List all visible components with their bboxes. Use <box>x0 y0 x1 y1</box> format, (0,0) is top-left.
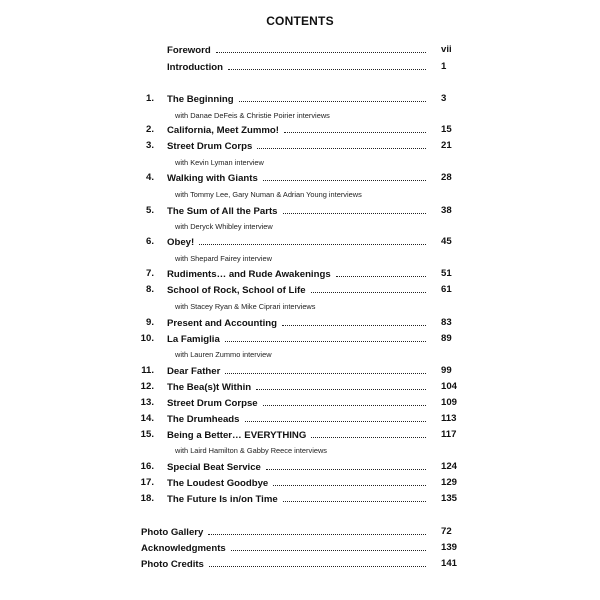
chapter-interviews-note: with Kevin Lyman interview <box>175 158 264 167</box>
chapter-number: 9. <box>145 317 154 328</box>
chapter-number: 15. <box>140 429 154 440</box>
dot-leader <box>266 461 426 470</box>
chapter-page-number: 89 <box>441 333 452 344</box>
chapter-title: Street Drum Corps <box>167 141 253 152</box>
dot-leader <box>311 429 426 438</box>
dot-leader <box>284 124 426 133</box>
chapter-title: Rudiments… and Rude Awakenings <box>167 269 331 280</box>
chapter-page-number: 129 <box>441 477 458 488</box>
chapter-number: 5. <box>145 205 154 216</box>
dot-leader <box>209 558 426 567</box>
chapter-title: Street Drum Corpse <box>167 398 258 409</box>
chapter-interviews-note: with Lauren Zummo interview <box>175 350 272 359</box>
chapter-number: 10. <box>140 333 154 344</box>
chapter-number: 3. <box>145 140 154 151</box>
chapter-page-number: 61 <box>441 284 452 295</box>
dot-leader <box>263 397 426 406</box>
chapter-title: California, Meet Zummo! <box>167 125 279 136</box>
dot-leader <box>245 413 426 422</box>
chapter-page-number: 104 <box>441 381 458 392</box>
chapter-number: 18. <box>140 493 154 504</box>
dot-leader <box>256 381 426 390</box>
chapter-page-number: 109 <box>441 397 458 408</box>
chapter-interviews-note: with Danae DeFeis & Christie Poirier interviews <box>175 111 330 120</box>
toc-chapter-3 <box>0 140 600 154</box>
chapter-interviews-note: with Laird Hamilton & Gabby Reece interviews <box>175 446 327 455</box>
entry-title: Foreword <box>167 45 211 56</box>
chapter-number: 16. <box>140 461 154 472</box>
toc-chapter-12 <box>0 381 600 395</box>
chapter-page-number: 15 <box>441 124 452 135</box>
chapter-number: 14. <box>140 413 154 424</box>
toc-chapter-1 <box>0 93 600 107</box>
toc-chapter-6 <box>0 236 600 250</box>
dot-leader <box>311 284 426 293</box>
dot-leader <box>225 365 426 374</box>
chapter-title: The Future Is in/on Time <box>167 494 278 505</box>
dot-leader <box>336 268 426 277</box>
chapter-number: 6. <box>145 236 154 247</box>
toc-entry-introduction <box>0 61 600 75</box>
chapter-title: Obey! <box>167 237 195 248</box>
chapter-page-number: 113 <box>441 413 457 424</box>
chapter-page-number: 28 <box>441 172 452 183</box>
chapter-title: School of Rock, School of Life <box>167 285 306 296</box>
dot-leader <box>257 140 426 149</box>
entry-page-number: vii <box>441 44 452 55</box>
chapter-page-number: 135 <box>441 493 458 504</box>
chapter-number: 1. <box>145 93 154 104</box>
chapter-page-number: 21 <box>441 140 452 151</box>
page-title: CONTENTS <box>266 14 334 28</box>
chapter-page-number: 45 <box>441 236 452 247</box>
chapter-title: La Famiglia <box>167 334 220 345</box>
chapter-title: The Sum of All the Parts <box>167 206 278 217</box>
dot-leader <box>231 542 426 551</box>
chapter-page-number: 117 <box>441 429 457 440</box>
chapter-title: Dear Father <box>167 366 221 377</box>
toc-entry-foreword <box>0 44 600 58</box>
chapter-page-number: 83 <box>441 317 452 328</box>
chapter-page-number: 38 <box>441 205 452 216</box>
dot-leader <box>283 493 426 502</box>
toc-chapter-9 <box>0 317 600 331</box>
chapter-page-number: 124 <box>441 461 458 472</box>
toc-chapter-11 <box>0 365 600 379</box>
toc-chapter-4 <box>0 172 600 186</box>
entry-title: Acknowledgments <box>141 543 226 554</box>
chapter-interviews-note: with Tommy Lee, Gary Numan & Adrian Young interviews <box>175 190 362 199</box>
chapter-interviews-note: with Shepard Fairey interview <box>175 254 272 263</box>
toc-entry-acknowledgments <box>0 542 600 556</box>
toc-chapter-17 <box>0 477 600 491</box>
entry-page-number: 72 <box>441 526 452 537</box>
chapter-page-number: 51 <box>441 268 452 279</box>
dot-leader <box>263 172 426 181</box>
chapter-number: 12. <box>140 381 154 392</box>
dot-leader <box>239 93 426 102</box>
chapter-title: Walking with Giants <box>167 173 258 184</box>
dot-leader <box>283 205 426 214</box>
chapter-title: Present and Accounting <box>167 318 277 329</box>
dot-leader <box>216 44 426 53</box>
toc-chapter-18 <box>0 493 600 507</box>
chapter-number: 2. <box>145 124 154 135</box>
toc-chapter-8 <box>0 284 600 298</box>
dot-leader <box>199 236 426 245</box>
chapter-number: 17. <box>140 477 154 488</box>
toc-chapter-10 <box>0 333 600 347</box>
chapter-interviews-note: with Stacey Ryan & Mike Ciprari interviews <box>175 302 316 311</box>
chapter-title: The Beginning <box>167 94 234 105</box>
dot-leader <box>282 317 426 326</box>
chapter-page-number: 99 <box>441 365 452 376</box>
chapter-number: 13. <box>140 397 154 408</box>
dot-leader <box>225 333 426 342</box>
dot-leader <box>273 477 426 486</box>
entry-title: Introduction <box>167 62 223 73</box>
chapter-title: The Bea(s)t Within <box>167 382 252 393</box>
chapter-number: 11. <box>141 365 154 376</box>
toc-chapter-7 <box>0 268 600 282</box>
chapter-number: 7. <box>145 268 154 279</box>
entry-page-number: 1 <box>441 61 447 72</box>
chapter-title: The Drumheads <box>167 414 240 425</box>
dot-leader <box>228 61 426 70</box>
toc-entry-photo-credits <box>0 558 600 572</box>
chapter-title: The Loudest Goodbye <box>167 478 269 489</box>
entry-title: Photo Credits <box>141 559 204 570</box>
entry-page-number: 141 <box>441 558 458 569</box>
toc-chapter-15 <box>0 429 600 443</box>
chapter-title: Special Beat Service <box>167 462 261 473</box>
chapter-page-number: 3 <box>441 93 447 104</box>
entry-title: Photo Gallery <box>141 527 204 538</box>
toc-chapter-5 <box>0 205 600 219</box>
entry-page-number: 139 <box>441 542 458 553</box>
chapter-title: Being a Better… EVERYTHING <box>167 430 307 441</box>
toc-chapter-2 <box>0 124 600 138</box>
chapter-interviews-note: with Deryck Whibley interview <box>175 222 273 231</box>
toc-chapter-13 <box>0 397 600 411</box>
toc-chapter-14 <box>0 413 600 427</box>
toc-chapter-16 <box>0 461 600 475</box>
dot-leader <box>208 526 426 535</box>
chapter-number: 8. <box>145 284 154 295</box>
chapter-number: 4. <box>145 172 154 183</box>
toc-entry-photo-gallery <box>0 526 600 540</box>
